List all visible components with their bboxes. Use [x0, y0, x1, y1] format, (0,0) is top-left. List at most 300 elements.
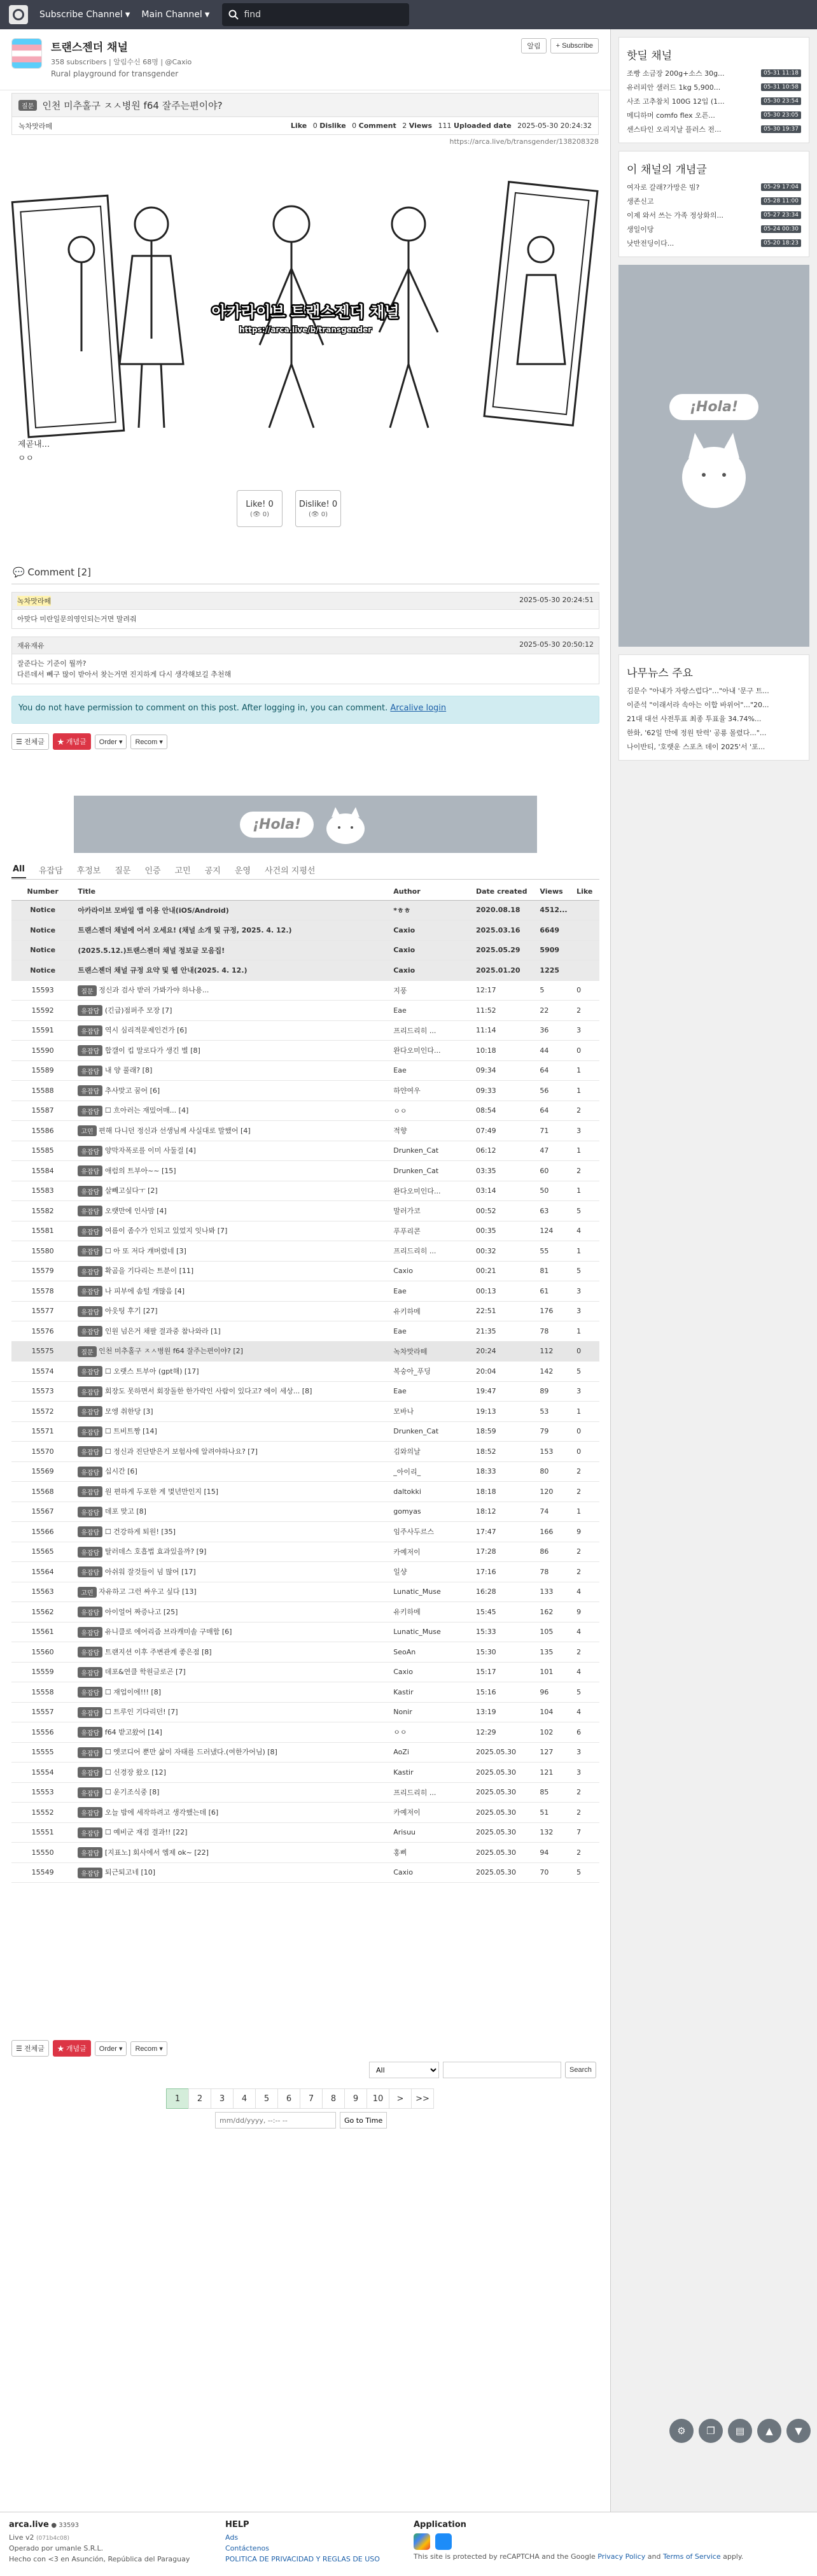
- news-item-text: 한화, '62일 만에 정원 탄력' 공룡 몰렸다..."...: [627, 729, 767, 737]
- row-title[interactable]: ☐ 건강하게 퇴원! [35]: [104, 1527, 176, 1536]
- tab-event-horizon[interactable]: 사건의 지평선: [264, 866, 316, 876]
- row-author[interactable]: Kastir: [389, 1682, 472, 1703]
- row-like: 2: [573, 1001, 599, 1021]
- row-title[interactable]: ☐ 정신과 진단받은거 보험사에 알려야하나요? [7]: [104, 1447, 258, 1456]
- row-author[interactable]: Caxio: [389, 1662, 472, 1682]
- news-item-text: 21대 대선 사전투표 최종 투표율 34.74%...: [627, 715, 762, 723]
- row-category-badge: 유잡담: [78, 1246, 102, 1256]
- row-author[interactable]: Eae: [389, 1060, 472, 1081]
- row-title-cell[interactable]: [74, 1742, 389, 1763]
- row-title-cell[interactable]: [74, 1381, 389, 1402]
- row-title-cell[interactable]: [74, 1402, 389, 1422]
- row-title[interactable]: ☐ 예비군 재검 결과!! [22]: [104, 1828, 188, 1836]
- news-item[interactable]: [627, 712, 801, 726]
- tab-all[interactable]: All: [11, 861, 26, 878]
- row-title[interactable]: 원 편하게 두포한 게 몇년만인지 [15]: [104, 1487, 219, 1496]
- main-channel-menu[interactable]: [141, 10, 209, 20]
- row-author[interactable]: 지풍: [389, 980, 472, 1001]
- row-title[interactable]: 아웃팅 후기 [27]: [104, 1307, 158, 1315]
- row-author[interactable]: Eae: [389, 1381, 472, 1402]
- row-author[interactable]: Lunatic_Muse: [389, 1582, 472, 1602]
- row-title-cell[interactable]: [74, 1321, 389, 1342]
- list-search-input[interactable]: [443, 2062, 561, 2078]
- concept-item[interactable]: [627, 236, 801, 250]
- table-row[interactable]: [11, 1562, 599, 1582]
- row-title-cell[interactable]: [74, 1702, 389, 1722]
- table-row[interactable]: [11, 1803, 599, 1823]
- notice-row[interactable]: [11, 961, 599, 981]
- row-category-badge: 유잡담: [78, 1266, 102, 1277]
- table-row[interactable]: [11, 1181, 599, 1201]
- row-author[interactable]: 적향: [389, 1121, 472, 1141]
- table-row[interactable]: [11, 1141, 599, 1161]
- page-button[interactable]: 6: [277, 2088, 300, 2109]
- row-title[interactable]: 데포 맞고 [8]: [104, 1507, 146, 1516]
- row-author[interactable]: Nonir: [389, 1702, 472, 1722]
- table-row[interactable]: [11, 1482, 599, 1502]
- table-row[interactable]: [11, 1041, 599, 1061]
- concept-item[interactable]: [627, 208, 801, 222]
- row-like: 0: [573, 1041, 599, 1061]
- table-row[interactable]: [11, 1822, 599, 1843]
- row-title[interactable]: [지표노] 회사에서 엠제 ok~ [22]: [104, 1848, 209, 1857]
- tab-notice[interactable]: 공지: [204, 866, 221, 876]
- post-url[interactable]: https://arca.live/b/transgender/138208328: [449, 137, 599, 146]
- news-item[interactable]: [627, 684, 801, 698]
- row-title[interactable]: 확곰을 기다리는 트분이 [11]: [104, 1267, 194, 1275]
- row-title[interactable]: 십시간 [6]: [104, 1467, 137, 1475]
- row-author[interactable]: Drunken_Cat: [389, 1421, 472, 1442]
- row-author[interactable]: 프리드리히 ...: [389, 1782, 472, 1803]
- row-category-badge: 유잡담: [78, 1467, 102, 1477]
- row-title-cell[interactable]: [74, 1060, 389, 1081]
- row-title[interactable]: f64 받고왔어 [14]: [104, 1728, 162, 1736]
- table-row[interactable]: [11, 1843, 599, 1863]
- order-select[interactable]: Order ▾: [95, 2041, 127, 2056]
- privacy-link[interactable]: POLITICA DE PRIVACIDAD Y REGLAS DE USO: [225, 2555, 380, 2563]
- subscribe-channel-menu[interactable]: [39, 10, 130, 20]
- login-link[interactable]: Arcalive login: [390, 703, 447, 713]
- row-title-cell[interactable]: [74, 1341, 389, 1362]
- row-title-cell[interactable]: [74, 1001, 389, 1021]
- row-author[interactable]: 푸푸리콘: [389, 1221, 472, 1241]
- row-title[interactable]: 데포&연클 학원글로곤 [7]: [104, 1668, 186, 1676]
- row-title-cell[interactable]: [74, 1482, 389, 1502]
- row-author[interactable]: 녹차맛라떼: [389, 1341, 472, 1362]
- row-author[interactable]: Drunken_Cat: [389, 1141, 472, 1161]
- row-views: 1225: [536, 961, 573, 981]
- row-title[interactable]: 트랜스젠더 채널 규정 요약 및 웹 안내(2025. 4. 12.): [74, 961, 389, 981]
- row-number: Notice: [11, 900, 74, 920]
- row-author[interactable]: AoZi: [389, 1742, 472, 1763]
- terms-link[interactable]: Terms of Service: [662, 2552, 721, 2561]
- table-row[interactable]: [11, 1742, 599, 1763]
- table-row[interactable]: [11, 1101, 599, 1121]
- row-title[interactable]: ☐ 신경장 왔오 [12]: [104, 1768, 166, 1777]
- table-row[interactable]: [11, 1461, 599, 1482]
- table-row[interactable]: [11, 1622, 599, 1642]
- row-author[interactable]: Caxio: [389, 920, 472, 941]
- row-title[interactable]: ☐ 운기조식중 [8]: [104, 1788, 160, 1796]
- page-button[interactable]: 7: [300, 2088, 323, 2109]
- row-title[interactable]: 내 양 풀래? [8]: [104, 1066, 153, 1074]
- row-title-cell[interactable]: [74, 1221, 389, 1241]
- row-author[interactable]: Arisuu: [389, 1822, 472, 1843]
- ad-banner[interactable]: [74, 796, 537, 853]
- row-title-cell[interactable]: [74, 1301, 389, 1321]
- copy-icon[interactable]: ❐: [699, 2419, 723, 2443]
- table-row[interactable]: [11, 1421, 599, 1442]
- post-list: [11, 883, 599, 1883]
- row-author[interactable]: Lunatic_Muse: [389, 1622, 472, 1642]
- row-title-cell[interactable]: [74, 1281, 389, 1302]
- table-row[interactable]: [11, 1522, 599, 1542]
- row-number: 15566: [11, 1522, 74, 1542]
- notice-row[interactable]: [11, 940, 599, 961]
- contact-link[interactable]: Contáctenos: [225, 2544, 269, 2552]
- page-button[interactable]: >: [389, 2088, 412, 2109]
- row-title-cell[interactable]: [74, 1201, 389, 1221]
- table-row[interactable]: [11, 1442, 599, 1462]
- row-title[interactable]: 역시 심리적문제인건가 [6]: [104, 1026, 187, 1034]
- google-play-icon[interactable]: [414, 2533, 430, 2550]
- row-title-cell[interactable]: [74, 1241, 389, 1262]
- search-scope-select[interactable]: [369, 2062, 439, 2078]
- row-title[interactable]: 편해 다니던 정신과 선생님께 사실대로 말했어 [4]: [99, 1126, 251, 1135]
- concept-item-time: 05-20 18:23: [761, 239, 801, 247]
- goto-time-button[interactable]: Go to Time: [340, 2112, 387, 2129]
- row-title-cell[interactable]: [74, 1020, 389, 1041]
- row-title-cell[interactable]: [74, 1081, 389, 1101]
- row-author[interactable]: 유키하메: [389, 1301, 472, 1321]
- row-title-cell[interactable]: [74, 1421, 389, 1442]
- page-button[interactable]: 1: [166, 2088, 189, 2109]
- subscribe-button[interactable]: + Subscribe: [550, 38, 599, 53]
- search-icon[interactable]: [228, 10, 239, 20]
- row-title[interactable]: ☐ 흐아러는 재밌어매... [4]: [104, 1106, 189, 1115]
- table-row[interactable]: [11, 1702, 599, 1722]
- search-input[interactable]: [244, 10, 396, 20]
- scroll-down-icon[interactable]: ▼: [786, 2419, 811, 2443]
- row-author[interactable]: ㅇㅇ: [389, 1101, 472, 1121]
- row-title-cell[interactable]: [74, 1782, 389, 1803]
- row-category-badge: 유잡담: [78, 1366, 102, 1377]
- row-author[interactable]: 완다오미인다...: [389, 1041, 472, 1061]
- page-button[interactable]: 10: [367, 2088, 389, 2109]
- table-row[interactable]: [11, 1060, 599, 1081]
- row-title[interactable]: 아카라이브 모바일 앱 이용 안내(iOS/Android): [74, 900, 389, 920]
- row-author[interactable]: 홍삐: [389, 1843, 472, 1863]
- row-title[interactable]: ☐ 트비트짱 [14]: [104, 1427, 157, 1435]
- table-row[interactable]: [11, 1261, 599, 1281]
- tab-info[interactable]: 후정보: [76, 866, 101, 876]
- table-row[interactable]: [11, 1662, 599, 1682]
- page-button[interactable]: 8: [322, 2088, 345, 2109]
- comments-header: [11, 561, 599, 584]
- row-title-cell[interactable]: [74, 1502, 389, 1522]
- table-row[interactable]: [11, 1281, 599, 1302]
- row-author[interactable]: SeoAn: [389, 1642, 472, 1663]
- row-title[interactable]: ☐ 재업이에!!! [8]: [104, 1687, 161, 1696]
- comment-author[interactable]: 녹차맛라떼: [17, 597, 52, 605]
- notice-row[interactable]: [11, 920, 599, 941]
- recom-select[interactable]: Recom ▾: [130, 735, 167, 749]
- channel-title[interactable]: 트랜스젠더 채널: [51, 41, 128, 54]
- settings-icon[interactable]: ⚙: [669, 2419, 694, 2443]
- table-row[interactable]: [11, 1582, 599, 1602]
- row-like: 0: [573, 1341, 599, 1362]
- row-author[interactable]: 유키하메: [389, 1602, 472, 1622]
- row-title[interactable]: ☐ 트루인 기다리던! [7]: [104, 1708, 178, 1716]
- row-author[interactable]: Caxio: [389, 1261, 472, 1281]
- row-author[interactable]: 카예저이: [389, 1803, 472, 1823]
- row-title-cell[interactable]: [74, 1181, 389, 1201]
- row-title-cell[interactable]: [74, 1041, 389, 1061]
- recom-select[interactable]: Recom ▾: [130, 2041, 167, 2056]
- row-title[interactable]: 오랫만에 인사맘 [4]: [104, 1206, 167, 1215]
- privacy-policy-link[interactable]: Privacy Policy: [597, 2552, 646, 2561]
- row-title[interactable]: 모엥 취한당 [3]: [104, 1407, 153, 1416]
- row-title-cell[interactable]: [74, 1722, 389, 1743]
- concept-item-text: 생존신고: [627, 197, 654, 206]
- row-title[interactable]: 회장도 못하면서 회장돌한 한가락인 사람이 있다고? 에이 세상... [8]: [104, 1387, 312, 1395]
- concept-title[interactable]: 이 채널의 개념글: [627, 164, 707, 176]
- hotdeal-item[interactable]: [627, 108, 801, 122]
- table-row[interactable]: [11, 1121, 599, 1141]
- table-row[interactable]: [11, 1241, 599, 1262]
- row-author[interactable]: Eae: [389, 1281, 472, 1302]
- row-views: 63: [536, 1201, 573, 1221]
- row-author[interactable]: gomyas: [389, 1502, 472, 1522]
- row-title-cell[interactable]: [74, 1682, 389, 1703]
- row-title-cell[interactable]: [74, 1121, 389, 1141]
- row-author[interactable]: Caxio: [389, 961, 472, 981]
- row-title-cell[interactable]: [74, 1622, 389, 1642]
- row-title-cell[interactable]: [74, 1442, 389, 1462]
- row-title-cell[interactable]: [74, 1161, 389, 1181]
- row-author[interactable]: Drunken_Cat: [389, 1161, 472, 1181]
- concept-item[interactable]: [627, 180, 801, 194]
- tab-chat[interactable]: 유잡담: [38, 866, 63, 876]
- hotdeal-item-text: 메디하머 comfo flex 오픈...: [627, 111, 715, 120]
- table-row[interactable]: [11, 1542, 599, 1562]
- row-title-cell[interactable]: [74, 980, 389, 1001]
- alarm-button[interactable]: 알림: [521, 38, 546, 53]
- row-title[interactable]: ☐ 아 또 저다 걔버렸네 [3]: [104, 1246, 186, 1255]
- row-title-cell[interactable]: [74, 1522, 389, 1542]
- row-title-cell[interactable]: [74, 1843, 389, 1863]
- row-title[interactable]: 인원 넘은거 채팔 결과중 참나와라 [1]: [104, 1327, 221, 1335]
- row-title-cell[interactable]: [74, 1362, 389, 1382]
- row-title[interactable]: 정신과 검사 받러 가봐가야 하나용...: [99, 986, 209, 994]
- hotdeal-title[interactable]: 핫딜 채널: [627, 50, 673, 62]
- row-author[interactable]: 복숭아_푸딩: [389, 1362, 472, 1382]
- news-title[interactable]: 나무뉴스 주요: [627, 667, 693, 680]
- row-like: 2: [573, 1542, 599, 1562]
- table-row[interactable]: [11, 1722, 599, 1743]
- list-search-button[interactable]: Search: [565, 2062, 596, 2078]
- row-author[interactable]: *ㅎㅎ: [389, 900, 472, 920]
- tab-proof[interactable]: 인증: [144, 866, 161, 876]
- row-title[interactable]: (2025.5.12.)트랜스젠더 채널 정보글 모음집!: [74, 940, 389, 961]
- row-author[interactable]: Eae: [389, 1001, 472, 1021]
- page-button[interactable]: 5: [255, 2088, 278, 2109]
- row-title[interactable]: 아이얼어 짜증나고 [25]: [104, 1607, 178, 1616]
- table-row[interactable]: [11, 1782, 599, 1803]
- row-title[interactable]: 합갤이 킵 말로다가 생긴 별 [8]: [104, 1046, 200, 1055]
- row-author[interactable]: Caxio: [389, 1862, 472, 1883]
- news-item[interactable]: [627, 726, 801, 740]
- dislike-button[interactable]: [295, 490, 341, 527]
- hotdeal-item[interactable]: [627, 122, 801, 136]
- best-posts-button[interactable]: [53, 733, 91, 750]
- like-button[interactable]: [237, 490, 283, 527]
- row-title[interactable]: 나 피부에 솜털 개많음 [4]: [104, 1286, 185, 1295]
- tab-worry[interactable]: 고민: [174, 866, 191, 876]
- row-author[interactable]: Kastir: [389, 1763, 472, 1783]
- table-row[interactable]: [11, 1081, 599, 1101]
- row-author[interactable]: ㅇㅇ: [389, 1722, 472, 1743]
- tab-admin[interactable]: 운영: [234, 866, 251, 876]
- row-title-cell[interactable]: [74, 1261, 389, 1281]
- ads-link[interactable]: Ads: [225, 2533, 239, 2542]
- row-title[interactable]: 자유하고 그런 싸우고 싶다 [13]: [99, 1587, 197, 1596]
- concept-item[interactable]: [627, 194, 801, 208]
- row-title-cell[interactable]: [74, 1582, 389, 1602]
- row-number: 15584: [11, 1161, 74, 1181]
- row-author[interactable]: 모바나: [389, 1402, 472, 1422]
- table-row[interactable]: [11, 1221, 599, 1241]
- row-title-cell[interactable]: [74, 1141, 389, 1161]
- post-author[interactable]: 녹차맛라떼: [18, 122, 53, 130]
- row-number: 15579: [11, 1261, 74, 1281]
- table-row[interactable]: [11, 1341, 599, 1362]
- table-row[interactable]: [11, 1020, 599, 1041]
- hotdeal-item[interactable]: [627, 80, 801, 94]
- row-title-cell[interactable]: [74, 1822, 389, 1843]
- row-author[interactable]: Caxio: [389, 940, 472, 961]
- table-row[interactable]: [11, 1642, 599, 1663]
- hotdeal-item[interactable]: [627, 94, 801, 108]
- row-title[interactable]: 탈러데스 호흡법 효과있을까? [9]: [104, 1547, 207, 1556]
- row-title[interactable]: 살빼고싶다ㅜ [2]: [104, 1186, 158, 1195]
- row-author[interactable]: 프리드리히 ...: [389, 1020, 472, 1041]
- app-store-icon[interactable]: [435, 2533, 452, 2550]
- row-author[interactable]: 프리드리히 ...: [389, 1241, 472, 1262]
- row-title-cell[interactable]: [74, 1862, 389, 1883]
- row-author[interactable]: 말러가코: [389, 1201, 472, 1221]
- comment-author[interactable]: 재유재유: [17, 642, 45, 650]
- apply-text: apply.: [723, 2552, 744, 2561]
- row-author[interactable]: 완다오미인다...: [389, 1181, 472, 1201]
- table-row[interactable]: [11, 1301, 599, 1321]
- notice-row[interactable]: [11, 900, 599, 920]
- all-posts-button[interactable]: [11, 733, 49, 750]
- row-title-cell[interactable]: [74, 1562, 389, 1582]
- row-title[interactable]: 오늘 밤에 세작하려고 생각했는데 [6]: [104, 1808, 219, 1817]
- table-row[interactable]: [11, 1862, 599, 1883]
- page-button[interactable]: 4: [233, 2088, 256, 2109]
- table-row[interactable]: [11, 1001, 599, 1021]
- best-posts-button[interactable]: [53, 2040, 91, 2057]
- row-title-cell[interactable]: [74, 1803, 389, 1823]
- row-title[interactable]: 여름이 좀수가 인되고 있었지 잇나봐 [7]: [104, 1227, 228, 1235]
- concept-item[interactable]: [627, 222, 801, 236]
- table-row[interactable]: [11, 1502, 599, 1522]
- scroll-up-icon[interactable]: ▲: [757, 2419, 781, 2443]
- row-title[interactable]: 애럼의 트부아~~ [15]: [104, 1166, 176, 1175]
- row-title-cell[interactable]: [74, 1662, 389, 1682]
- hotdeal-item-time: 05-30 23:54: [761, 97, 801, 105]
- all-posts-button[interactable]: [11, 2040, 49, 2057]
- table-row[interactable]: [11, 1321, 599, 1342]
- row-author[interactable]: 하얀여우: [389, 1081, 472, 1101]
- row-title-cell[interactable]: [74, 1642, 389, 1663]
- table-row[interactable]: [11, 1362, 599, 1382]
- news-item[interactable]: [627, 740, 801, 754]
- row-author[interactable]: Eae: [389, 1321, 472, 1342]
- row-title[interactable]: 트랜지션 이후 주변관계 좋은점 [8]: [104, 1647, 212, 1656]
- page-button[interactable]: 3: [211, 2088, 234, 2109]
- help-title: HELP: [225, 2520, 249, 2530]
- table-row[interactable]: [11, 1201, 599, 1221]
- page-button[interactable]: >>: [411, 2088, 434, 2109]
- order-select[interactable]: Order ▾: [95, 735, 127, 749]
- row-title[interactable]: 양막자폭로를 이미 사둘걸 [4]: [104, 1146, 196, 1155]
- table-row[interactable]: [11, 1763, 599, 1783]
- table-row[interactable]: [11, 1602, 599, 1622]
- sidebar-ad[interactable]: [618, 265, 809, 647]
- row-title[interactable]: 추사맞고 꿈어 [6]: [104, 1086, 160, 1095]
- table-row[interactable]: [11, 1682, 599, 1703]
- row-title-cell[interactable]: [74, 1461, 389, 1482]
- hotdeal-item[interactable]: [627, 66, 801, 80]
- table-row[interactable]: [11, 1381, 599, 1402]
- table-row[interactable]: [11, 1402, 599, 1422]
- row-title-cell[interactable]: [74, 1602, 389, 1622]
- table-row[interactable]: [11, 1161, 599, 1181]
- arca-logo-icon[interactable]: [9, 5, 28, 24]
- row-title-cell[interactable]: [74, 1101, 389, 1121]
- row-title-cell[interactable]: [74, 1542, 389, 1562]
- row-title-cell[interactable]: [74, 1763, 389, 1783]
- page-button[interactable]: 2: [188, 2088, 211, 2109]
- row-views: 55: [536, 1241, 573, 1262]
- row-author[interactable]: 임주사두르스: [389, 1522, 472, 1542]
- row-title[interactable]: 아쉬워 잘것들이 넘 많어 [17]: [104, 1567, 196, 1576]
- row-author[interactable]: daltokki: [389, 1482, 472, 1502]
- row-author[interactable]: _아이리_: [389, 1461, 472, 1482]
- row-title[interactable]: ☐ 엣코디어 뿐만 삶이 자태를 드러냈다.(여한가어님) [8]: [104, 1748, 277, 1756]
- table-row[interactable]: [11, 980, 599, 1001]
- row-title[interactable]: ☐ 오랫스 트부아 (gpt해) [17]: [104, 1367, 199, 1376]
- page-button[interactable]: 9: [344, 2088, 367, 2109]
- row-title[interactable]: (긴급)점퍼주 모장 [7]: [104, 1006, 172, 1015]
- row-author[interactable]: 카예저이: [389, 1542, 472, 1562]
- news-item[interactable]: [627, 698, 801, 712]
- goto-time-input[interactable]: [215, 2112, 336, 2129]
- row-author[interactable]: 김와의날: [389, 1442, 472, 1462]
- row-author[interactable]: 일샹: [389, 1562, 472, 1582]
- row-title[interactable]: 트랜스젠더 채널에 어서 오세요! (채널 소개 및 규정, 2025. 4. 12.): [74, 920, 389, 941]
- row-like: 1: [573, 1060, 599, 1081]
- row-date: 15:33: [472, 1622, 536, 1642]
- list-view-icon[interactable]: ▤: [728, 2419, 752, 2443]
- row-title[interactable]: 퇴근퇴고네 [10]: [104, 1868, 156, 1876]
- row-title[interactable]: 인천 미추홀구 ㅈㅅ병원 f64 잘주는편이야? [2]: [99, 1347, 243, 1355]
- tab-question[interactable]: 질문: [115, 866, 131, 876]
- row-title[interactable]: 유니클로 에어리즘 브라캐미솔 구매함 [6]: [104, 1628, 232, 1636]
